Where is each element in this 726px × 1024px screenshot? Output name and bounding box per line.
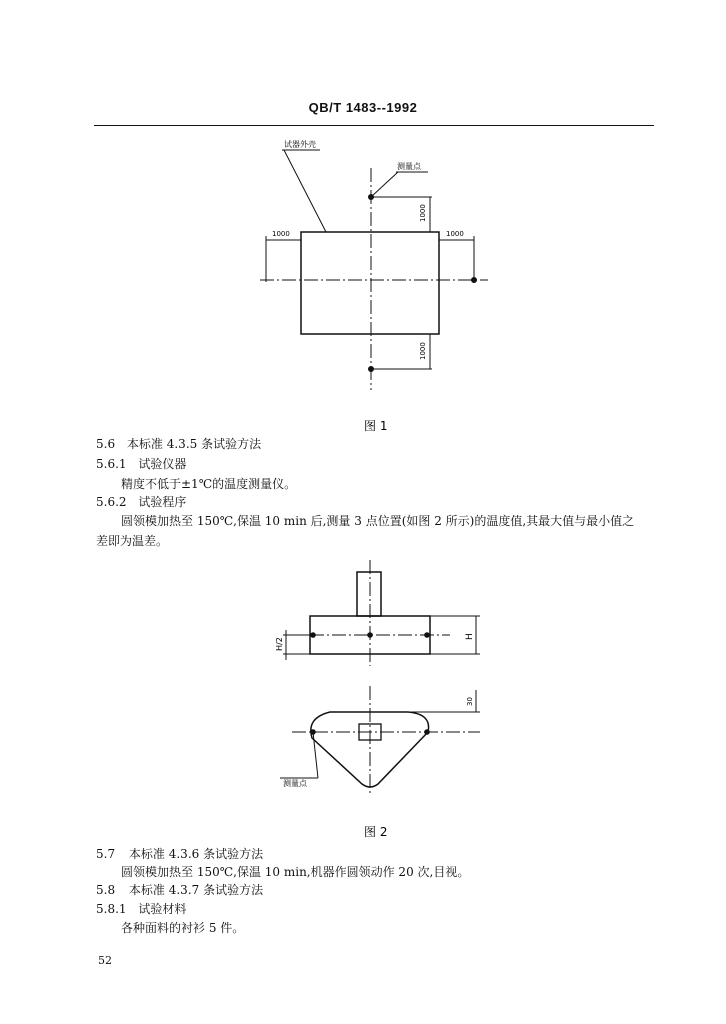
fig1-dim-left: 1000 xyxy=(272,230,290,238)
section-5-6-2-title: 试验程序 xyxy=(138,495,187,509)
section-5-7-title: 本标准 4.3.6 条试验方法 xyxy=(128,847,264,861)
section-5-8 xyxy=(96,882,263,898)
section-5-6-num: 5.6 xyxy=(96,437,116,451)
section-5-7 xyxy=(96,846,263,862)
section-5-8-1-num: 5.8.1 xyxy=(96,902,127,916)
fig2-label-h2: H/2 xyxy=(275,637,284,651)
fig2-plan-point-right xyxy=(424,729,430,735)
fig1-measure-point-right xyxy=(471,277,477,283)
fig2-label-h: H xyxy=(465,633,475,640)
section-5-6-1-num: 5.6.1 xyxy=(96,457,127,471)
fig2-plan-point-left xyxy=(310,729,316,735)
section-5-7-num: 5.7 xyxy=(96,847,116,861)
fig1-label-point: 测量点 xyxy=(397,162,421,171)
fig1-measure-point-bottom xyxy=(368,366,374,372)
section-5-8-1-title: 试验材料 xyxy=(138,902,187,916)
page-header: QB/T 1483--1992 xyxy=(308,100,418,115)
fig2-point-left xyxy=(310,632,316,638)
fig2-point-right xyxy=(424,632,430,638)
section-5-8-1-body: 各种面料的衬衫 5 件。 xyxy=(121,921,245,935)
fig1-point-leader xyxy=(371,172,398,197)
section-5-6 xyxy=(96,436,261,452)
fig1-shell-leader xyxy=(284,150,326,232)
section-5-7-body: 圆领模加热至 150℃,保温 10 min,机器作圆领动作 20 次,目视。 xyxy=(121,865,470,879)
section-5-6-1 xyxy=(96,456,186,472)
page-number: 52 xyxy=(98,954,112,967)
fig2-caption: 图 2 xyxy=(364,825,388,839)
section-5-8-1 xyxy=(96,901,186,917)
fig1-shell-rect xyxy=(301,232,439,334)
fig2-label-point: 测量点 xyxy=(283,779,307,788)
fig1-dim-right: 1000 xyxy=(446,230,464,238)
section-5-6-2-body-line2: 差即为温差。 xyxy=(96,534,169,548)
fig2-label-30: 30 xyxy=(466,697,474,706)
fig1-measure-point-top xyxy=(368,194,374,200)
section-5-6-1-body: 精度不低于±1℃的温度测量仪。 xyxy=(121,477,297,491)
section-5-6-title: 本标准 4.3.5 条试验方法 xyxy=(126,437,262,451)
fig1-dim-bottom: 1000 xyxy=(419,342,427,360)
section-5-8-title: 本标准 4.3.7 条试验方法 xyxy=(128,883,264,897)
section-5-6-2-body-line1: 圆领模加热至 150℃,保温 10 min 后,测量 3 点位置(如图 2 所示)的温度值,其最大值与最小值之 xyxy=(121,514,635,528)
section-5-6-1-title: 试验仪器 xyxy=(138,457,187,471)
fig2-handle xyxy=(357,572,381,616)
section-5-6-2-num: 5.6.2 xyxy=(96,495,127,509)
fig1-caption: 图 1 xyxy=(364,419,388,433)
section-5-8-num: 5.8 xyxy=(96,883,116,897)
fig1-label-shell: 试器外壳 xyxy=(284,140,316,149)
fig2-point-leader xyxy=(313,732,318,778)
fig1-dim-top: 1000 xyxy=(419,204,427,222)
section-5-6-2 xyxy=(96,494,186,510)
fig2-point-center xyxy=(367,632,373,638)
